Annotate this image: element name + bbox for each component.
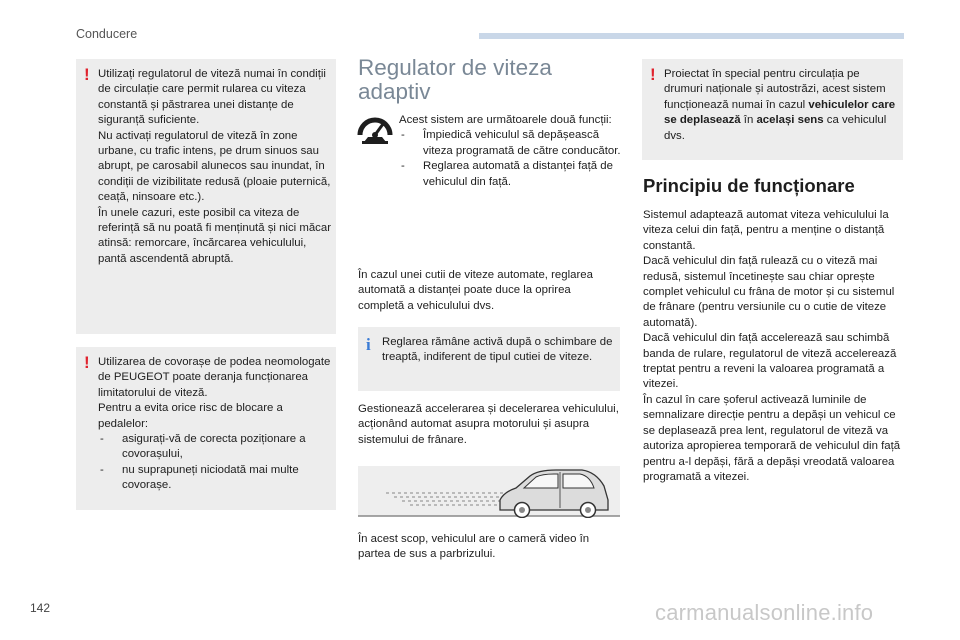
manage-text: Gestionează accelerarea și decelerarea vehiculului, acționând automat asupra motorului și asupra sistemului de frânare. xyxy=(358,403,619,446)
section-header: Conducere xyxy=(76,27,138,41)
warning-paragraph: Utilizați regulatorul de viteză numai în condiții de circulație care permit rularea cu viteza constantă și păstrarea unei distanțe de siguranță suficiente. xyxy=(98,68,326,127)
car-side-illustration xyxy=(358,466,620,518)
warning-text xyxy=(98,67,334,267)
warning-box-roads xyxy=(642,59,903,160)
principle-paragraph: Dacă vehiculul din față rulează cu o viteză mai redusă, sistemul încetinește sau chiar oprește complet vehiculul cu frâna de motor și cu sistemul de frânare (pentru versiunile cu o cutie de viteze automată). xyxy=(643,255,895,329)
warning-icon: ! xyxy=(650,65,656,84)
principle-paragraph: Dacă vehiculul din față accelerează sau schimbă banda de rulare, regulatorul de viteză accelerează treptat pentru a reveni la valoarea programată a vitezei. xyxy=(643,332,897,391)
principle-text xyxy=(643,208,905,485)
warning-paragraph: Nu activați regulatorul de viteză în zone urbane, cu trafic intens, pe drum sinuos sau abrupt, pe carosabil alunecos sau inundat, în condiții de vizibilitate redusă (ploaie puternică, ceață, ninsoare etc.). xyxy=(98,129,331,204)
warning-bold: vehiculelor care se deplasează xyxy=(664,98,896,127)
warning-text xyxy=(664,67,900,144)
warning-line: Proiectat în special pentru circulația pe drumuri naționale și autostrăzi, acest sistem funcționează numai în cazul xyxy=(664,68,886,111)
list-item: - Reglarea automată a distanței față de vehiculul din față. xyxy=(399,159,621,190)
warning-icon: ! xyxy=(84,65,90,84)
section-title: Principiu de funcționare xyxy=(643,175,855,196)
functions-list xyxy=(399,128,621,190)
info-text: Reglarea rămâne activă după o schimbare de treaptă, indiferent de tipul cutiei de viteze. xyxy=(382,336,613,364)
list-item: - Împiedică vehiculul să depășească viteza programată de către conducător. xyxy=(399,128,621,159)
warning-box-cruise-usage xyxy=(76,59,336,334)
page-title: Regulator de viteza adaptiv xyxy=(358,55,552,104)
warning-lead: Pentru a evita orice risc de blocare a pedalelor: xyxy=(98,402,283,430)
list-item: - nu suprapuneți niciodată mai multe covorașe. xyxy=(98,463,334,494)
principle-paragraph: Sistemul adaptează automat viteza vehiculului la viteza celui din față, pentru a menține o distanță constantă. xyxy=(643,209,889,252)
functions-block xyxy=(399,113,621,190)
functions-intro: Acest sistem are următoarele două funcții: xyxy=(399,114,612,126)
warning-list xyxy=(98,432,334,494)
gearbox-note: În cazul unei cutii de viteze automate, reglarea automată a distanței poate duce la oprirea completă a vehiculului dvs. xyxy=(358,269,593,312)
warning-icon: ! xyxy=(84,353,90,372)
principle-paragraph: În cazul în care șoferul activează luminile de semnalizare direcție pentru a depăși un vehicul ce se deplasează prea lent, regulatorul de viteză va autoriza apropierea temporară de vehiculul din față pentru a-l depăși, fără a depăși vreodată valoarea programată a vitezei. xyxy=(643,393,901,483)
warning-intro: Utilizarea de covorașe de podea neomologate de PEUGEOT poate deranja funcționarea limitatorului de viteză. xyxy=(98,356,331,399)
warning-text xyxy=(98,355,334,494)
watermark: carmanualsonline.info xyxy=(655,600,874,625)
warning-box-floor-mats xyxy=(76,347,336,510)
warning-bold: același sens xyxy=(756,114,824,127)
speedometer-car-icon xyxy=(356,113,394,145)
camera-text: În acest scop, vehiculul are o cameră video în partea de sus a parbrizului. xyxy=(358,533,590,561)
warning-line: în xyxy=(740,114,757,127)
page-number: 142 xyxy=(30,601,51,615)
list-item: - asigurați-vă de corecta poziționare a covorașului, xyxy=(98,432,334,463)
info-box-gear-change xyxy=(358,327,620,391)
header-bar xyxy=(479,33,904,39)
info-icon: i xyxy=(366,335,371,354)
warning-line: ca vehiculul dvs. xyxy=(664,114,887,142)
warning-paragraph: În unele cazuri, este posibil ca viteza de referință să nu poată fi menținută și nici măcar atinsă: remorcare, încărcarea vehiculului, pantă ascendentă abruptă. xyxy=(98,206,331,265)
